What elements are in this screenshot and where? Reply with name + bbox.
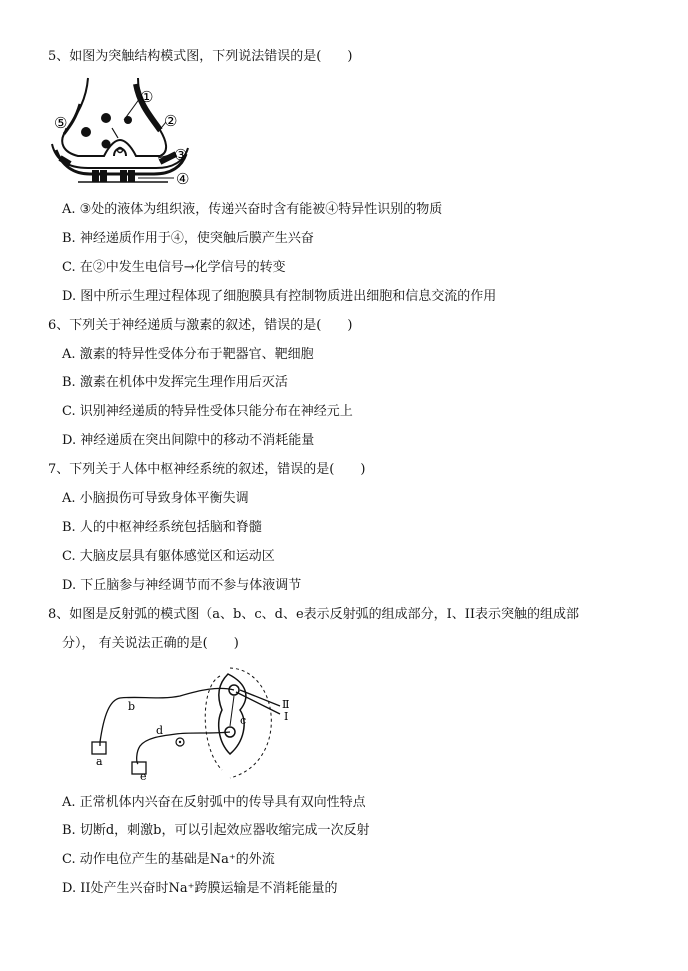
label-II: Ⅱ xyxy=(282,698,290,711)
receptor-box xyxy=(92,742,106,754)
q6-option-b: B. 激素在机体中发挥完生理作用后灭活 xyxy=(62,375,288,390)
q6-option-a: A. 激素的特异性受体分布于靶器官、靶细胞 xyxy=(62,347,314,362)
q8-option-b: B. 切断d，刺激b，可以引起效应器收缩完成一次反射 xyxy=(62,823,370,838)
q6-option-c: C. 识别神经递质的特异性受体只能分布在神经元上 xyxy=(62,404,353,419)
question-5-stem: 5、如图为突触结构模式图，下列说法错误的是( ) xyxy=(48,49,353,64)
receptor xyxy=(120,170,127,182)
label-3: ③ xyxy=(174,146,188,164)
q7-option-c: C. 大脑皮层具有躯体感觉区和运动区 xyxy=(62,549,275,564)
vesicle xyxy=(124,116,132,124)
q8-option-a: A. 正常机体内兴奋在反射弧中的传导具有双向性特点 xyxy=(62,795,366,810)
vesicle xyxy=(102,140,111,149)
label-5: ⑤ xyxy=(54,114,68,132)
q5-option-c: C. 在②中发生电信号→化学信号的转变 xyxy=(62,260,286,275)
question-6-stem: 6、下列关于神经递质与激素的叙述，错误的是( ) xyxy=(48,318,353,333)
receptor xyxy=(128,170,135,182)
label-I: Ⅰ xyxy=(284,710,289,723)
q7-option-d: D. 下丘脑参与神经调节而不参与体液调节 xyxy=(62,578,302,593)
question-7-stem: 7、下列关于人体中枢神经系统的叙述，错误的是( ) xyxy=(48,462,366,477)
receptor xyxy=(92,170,99,182)
q5-option-b: B. 神经递质作用于④，使突触后膜产生兴奋 xyxy=(62,231,314,246)
synapse-diagram xyxy=(48,74,198,192)
label-4: ④ xyxy=(176,170,190,188)
vesicle xyxy=(81,127,91,137)
question-8-stem-line1: 8、如图是反射弧的模式图（a、b、c、d、e表示反射弧的组成部分，I、II表示突触的组成部 xyxy=(48,607,580,622)
label-a: a xyxy=(96,755,103,768)
label-1: ① xyxy=(140,88,154,106)
label-e: e xyxy=(140,770,147,783)
label-2: ② xyxy=(164,112,178,130)
label-b: b xyxy=(128,700,136,713)
receptor xyxy=(100,170,107,182)
q7-option-b: B. 人的中枢神经系统包括脑和脊髓 xyxy=(62,520,262,535)
vesicle xyxy=(101,113,111,123)
label-c: c xyxy=(240,714,247,727)
q5-option-d: D. 图中所示生理过程体现了细胞膜具有控制物质进出细胞和信息交流的作用 xyxy=(62,289,497,304)
q8-option-c: C. 动作电位产生的基础是Na⁺的外流 xyxy=(62,852,275,867)
q5-option-a: A. ③处的液体为组织液，传递兴奋时含有能被④特异性识别的物质 xyxy=(62,202,443,217)
q6-option-d: D. 神经递质在突出间隙中的移动不消耗能量 xyxy=(62,433,315,448)
q7-option-a: A. 小脑损伤可导致身体平衡失调 xyxy=(62,491,249,506)
label-d: d xyxy=(156,724,164,737)
reflex-arc-diagram xyxy=(80,662,300,784)
question-8-stem-line2: 分）， 有关说法正确的是( ) xyxy=(62,636,239,651)
q8-option-d: D. II处产生兴奋时Na⁺跨膜运输是不消耗能量的 xyxy=(62,881,338,896)
